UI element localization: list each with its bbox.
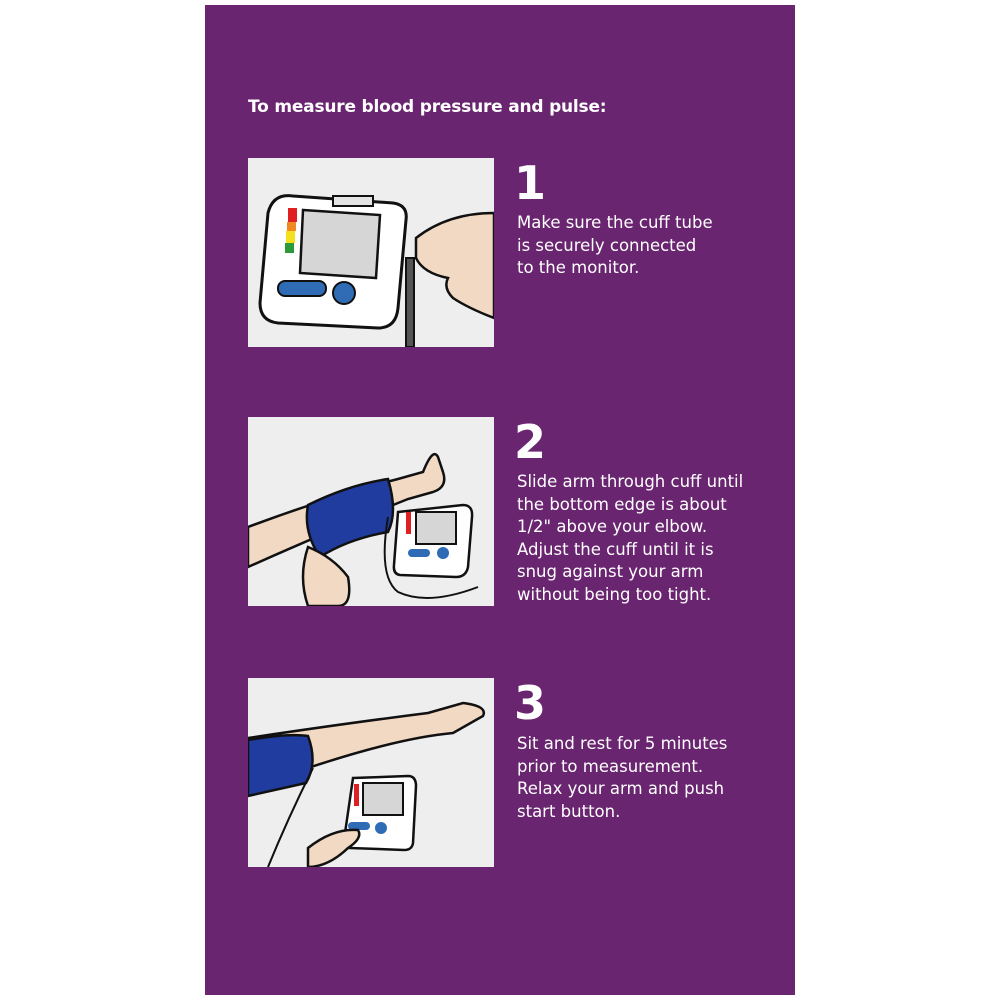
step-3-description [517,733,777,823]
step-2-line: snug against your arm [517,562,704,581]
step-1-line: is securely connected [517,235,697,255]
step-3-number: 3 [514,676,547,730]
step-1-illustration [248,158,494,347]
press-start-illustration [248,678,494,867]
step-2-line: 1/2" above your elbow. [517,517,708,536]
step-3-line: prior to measurement. [517,756,704,776]
step-2-illustration [248,417,494,606]
step-2-number: 2 [514,415,547,469]
heading: To measure blood pressure and pulse: [248,97,607,117]
arm-cuff-illustration [248,417,494,606]
step-2-line: without being too tight. [517,584,712,604]
step-3-line: start button. [517,801,621,821]
step-2-line: the bottom edge is about [517,494,727,514]
instruction-panel [205,5,795,995]
step-2-line: Adjust the cuff until it is [517,539,714,559]
step-1-line: Make sure the cuff tube [517,213,713,232]
step-2-line: Slide arm through cuff until [517,472,744,491]
step-1-description [517,212,777,280]
monitor-tube-illustration [248,158,494,347]
step-1-line: to the monitor. [517,258,640,277]
step-2-description [517,471,777,606]
step-1-number: 1 [514,156,547,210]
step-3-line: Relax your arm and push [517,779,725,798]
step-3-illustration [248,678,494,867]
step-3-line: Sit and rest for 5 minutes [517,734,728,753]
